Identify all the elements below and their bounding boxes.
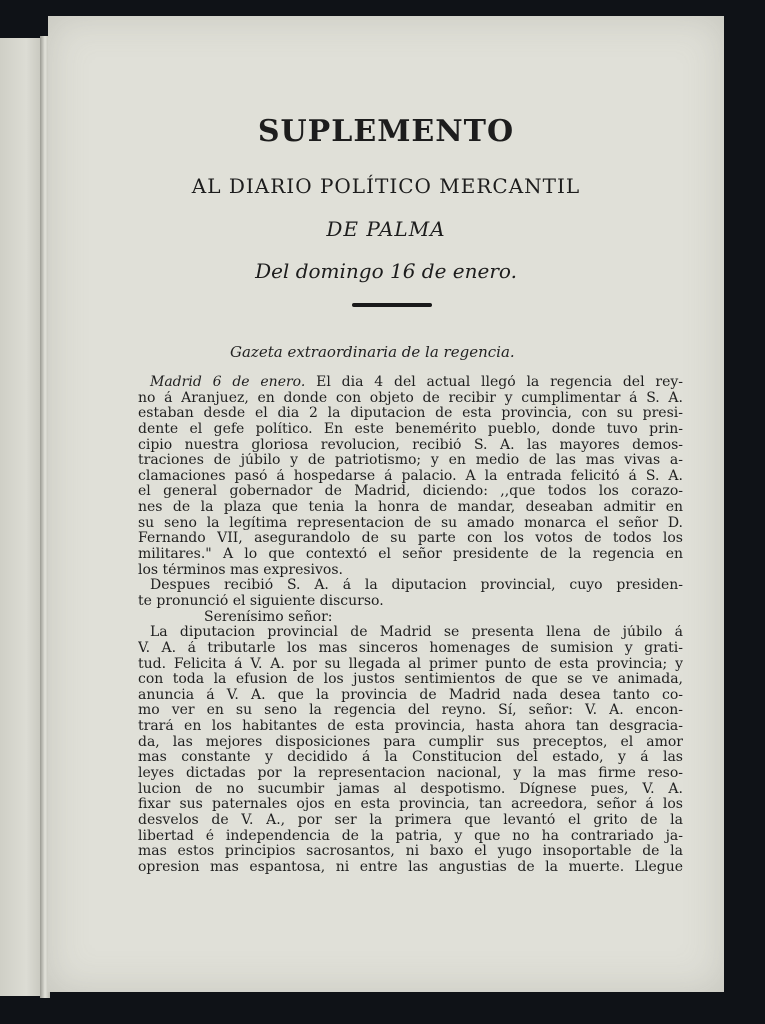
text-line: te pronunció el siguiente discurso. — [138, 593, 384, 609]
left-page-edge — [0, 38, 44, 996]
text-line: el general gobernador de Madrid, diciendo: ,,que todos los corazo- — [138, 484, 683, 500]
page-city: DE PALMA — [326, 217, 446, 241]
text-line: lucion de no sucumbir jamas al despotismo. Dígnese pues, V. A. — [138, 781, 683, 797]
document-page — [48, 16, 724, 992]
article-body — [138, 375, 683, 876]
text-line: Madrid 6 de enero. El dia 4 del actual llegó la regencia del rey- — [150, 375, 683, 390]
section-title: Gazeta extraordinaria de la regencia. — [230, 343, 515, 361]
salutation: Serenísimo señor: — [204, 609, 333, 625]
text-line: cipio nuestra gloriosa revolucion, recibió S. A. las mayores demos- — [138, 437, 683, 453]
text-line: traciones de júbilo y de patriotismo; y en medio de las mas vivas a- — [138, 453, 683, 469]
text-line: mas constante y decidido á la Constitucion del estado, y á las — [138, 750, 683, 766]
text-line: nes de la plaza que tenia la honra de mandar, deseaban admitir en — [138, 500, 683, 516]
text-line: anuncia á V. A. que la provincia de Madrid nada desea tanto co- — [138, 687, 683, 703]
text-line: los términos mas expresivos. — [138, 562, 343, 578]
text-line: fixar sus paternales ojos en esta provincia, tan acreedora, señor á los — [138, 797, 683, 813]
text-line: desvelos de V. A., por ser la primera que levantó el grito de la — [138, 812, 683, 828]
text-line: clamaciones pasó á hospedarse á palacio. A la entrada felicitó á S. A. — [138, 468, 683, 484]
text-line: trará en los habitantes de esta provincia, hasta ahora tan desgracia- — [138, 719, 683, 735]
text-line: militares." A lo que contextó el señor presidente de la regencia en — [138, 547, 683, 563]
text-line: V. A. á tributarle los mas sinceros homenages de sumision y grati- — [138, 640, 683, 656]
text-line: mas estos principios sacrosantos, ni baxo el yugo insoportable de la — [138, 844, 683, 860]
page-title: SUPLEMENTO — [257, 114, 515, 149]
text-line: estaban desde el dia 2 la diputacion de esta provincia, con su presi- — [138, 406, 683, 422]
text-line: dente el gefe político. En este benemérito pueblo, donde tuvo prin- — [138, 421, 683, 437]
text-line: con toda la efusion de los justos sentimientos de que se ve animada, — [138, 672, 683, 688]
text-line: mo ver en su seno la regencia del reyno. Sí, señor: V. A. encon- — [138, 703, 683, 719]
ornamental-rule — [352, 303, 432, 307]
page-subtitle: AL DIARIO POLÍTICO MERCANTIL — [191, 174, 581, 198]
text-line: no á Aranjuez, en donde con objeto de recibir y cumplimentar á S. A. — [138, 390, 683, 406]
dateline: Madrid 6 de enero. — [150, 375, 306, 390]
text-line: Fernando VII, asegurandolo de su parte con los votos de todos los — [138, 531, 683, 547]
text-line: leyes dictadas por la representacion nacional, y la mas firme reso- — [138, 766, 683, 782]
text-line: da, las mejores disposiciones para cumplir sus preceptos, el amor — [138, 734, 683, 750]
page-date: Del domingo 16 de enero. — [255, 259, 517, 283]
text-line: La diputacion provincial de Madrid se presenta llena de júbilo á — [150, 625, 683, 641]
text-line: Despues recibió S. A. á la diputacion provincial, cuyo presiden- — [150, 578, 683, 594]
text-line: tud. Felicita á V. A. por su llegada al primer punto de esta provincia; y — [138, 656, 683, 672]
text-line: su seno la legítima representacion de su amado monarca el señor D. — [138, 515, 683, 531]
text-line: opresion mas espantosa, ni entre las angustias de la muerte. Llegue — [138, 859, 683, 875]
text-line: libertad é independencia de la patria, y que no ha contrariado ja- — [138, 828, 683, 844]
